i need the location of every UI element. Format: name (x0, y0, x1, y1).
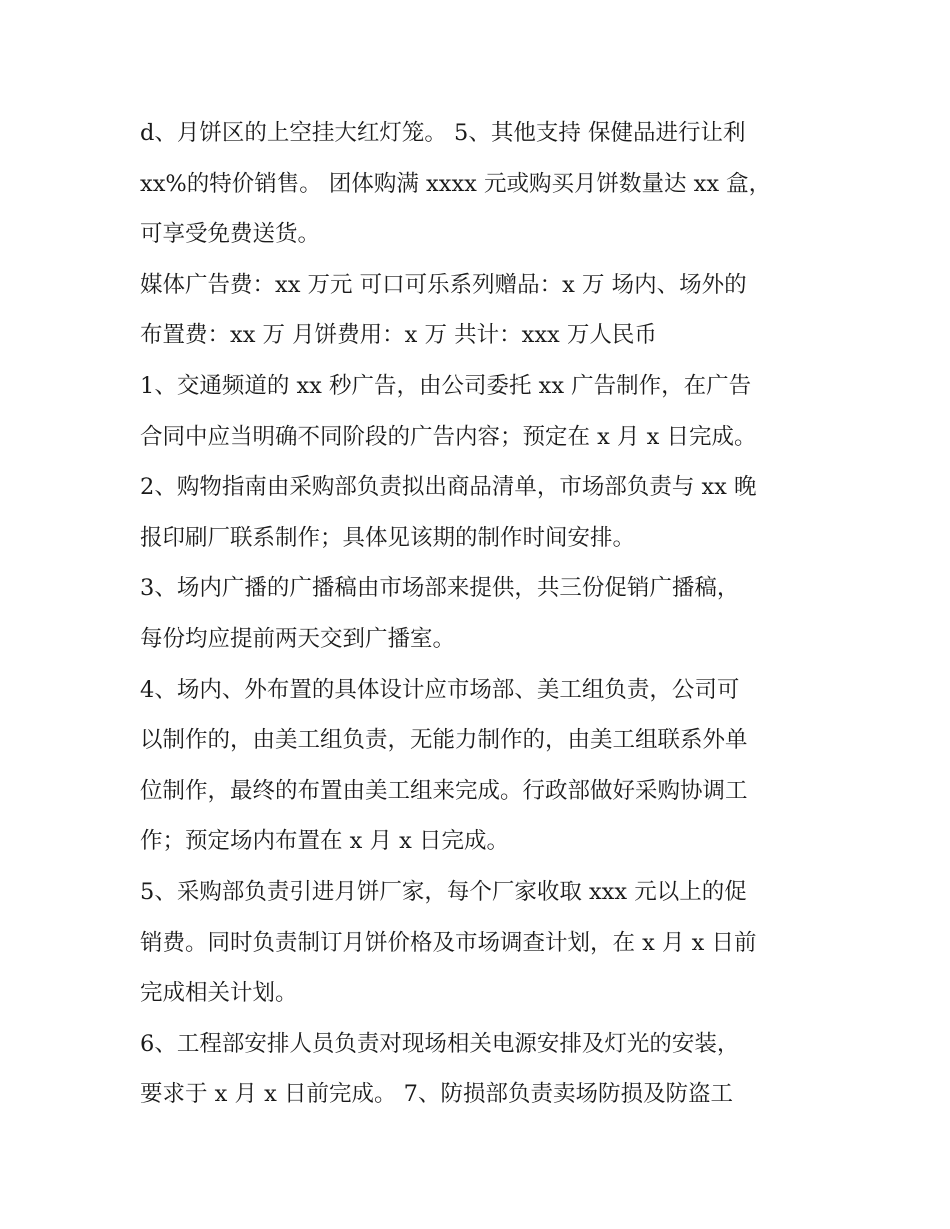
text-line: d、月饼区的上空挂大红灯笼。 5、其他支持 保健品进行让利 (140, 120, 746, 146)
text-line: 销费。同时负责制订月饼价格及市场调查计划，在 x 月 x 日前 (140, 929, 757, 956)
text-line: 媒体广告费：xx 万元 可口可乐系列赠品：x 万 场内、场外的 (140, 271, 747, 298)
text-line: 3、场内广播的广播稿由市场部来提供，共三份促销广播稿， (140, 575, 740, 602)
text-line: 报印刷厂联系制作；具体见该期的制作时间安排。 (140, 524, 636, 551)
document-body (140, 108, 820, 1120)
text-line: 可享受免费送货。 (140, 221, 321, 248)
text-line: 每份均应提前两天交到广播室。 (140, 625, 456, 652)
text-line: 位制作，最终的布置由美工组来完成。行政部做好采购协调工 (140, 777, 748, 804)
text-line: 2、购物指南由采购部负责拟出商品清单，市场部负责与 xx 晚 (140, 474, 757, 501)
text-line: xx%的特价销售。 团体购满 xxxx 元或购买月饼数量达 xx 盒， (140, 170, 772, 197)
text-line: 以制作的，由美工组负责，无能力制作的，由美工组联系外单 (140, 727, 748, 754)
text-line: 5、采购部负责引进月饼厂家，每个厂家收取 xxx 元以上的促 (140, 878, 747, 905)
text-line: 布置费：xx 万 月饼费用：x 万 共计：xxx 万人民币 (140, 322, 657, 349)
text-line: 要求于 x 月 x 日前完成。 7、防损部负责卖场防损及防盗工 (140, 1081, 733, 1108)
text-line: 作；预定场内布置在 x 月 x 日完成。 (140, 828, 509, 855)
text-line: 4、场内、外布置的具体设计应市场部、美工组负责，公司可 (140, 676, 740, 703)
text-line: 完成相关计划。 (140, 980, 298, 1007)
text-line: 6、工程部安排人员负责对现场相关电源安排及灯光的安装， (140, 1030, 740, 1057)
text-line: 合同中应当明确不同阶段的广告内容；预定在 x 月 x 日完成。 (140, 423, 757, 450)
text-line: 1、交通频道的 xx 秒广告，由公司委托 xx 广告制作，在广告 (140, 372, 752, 399)
